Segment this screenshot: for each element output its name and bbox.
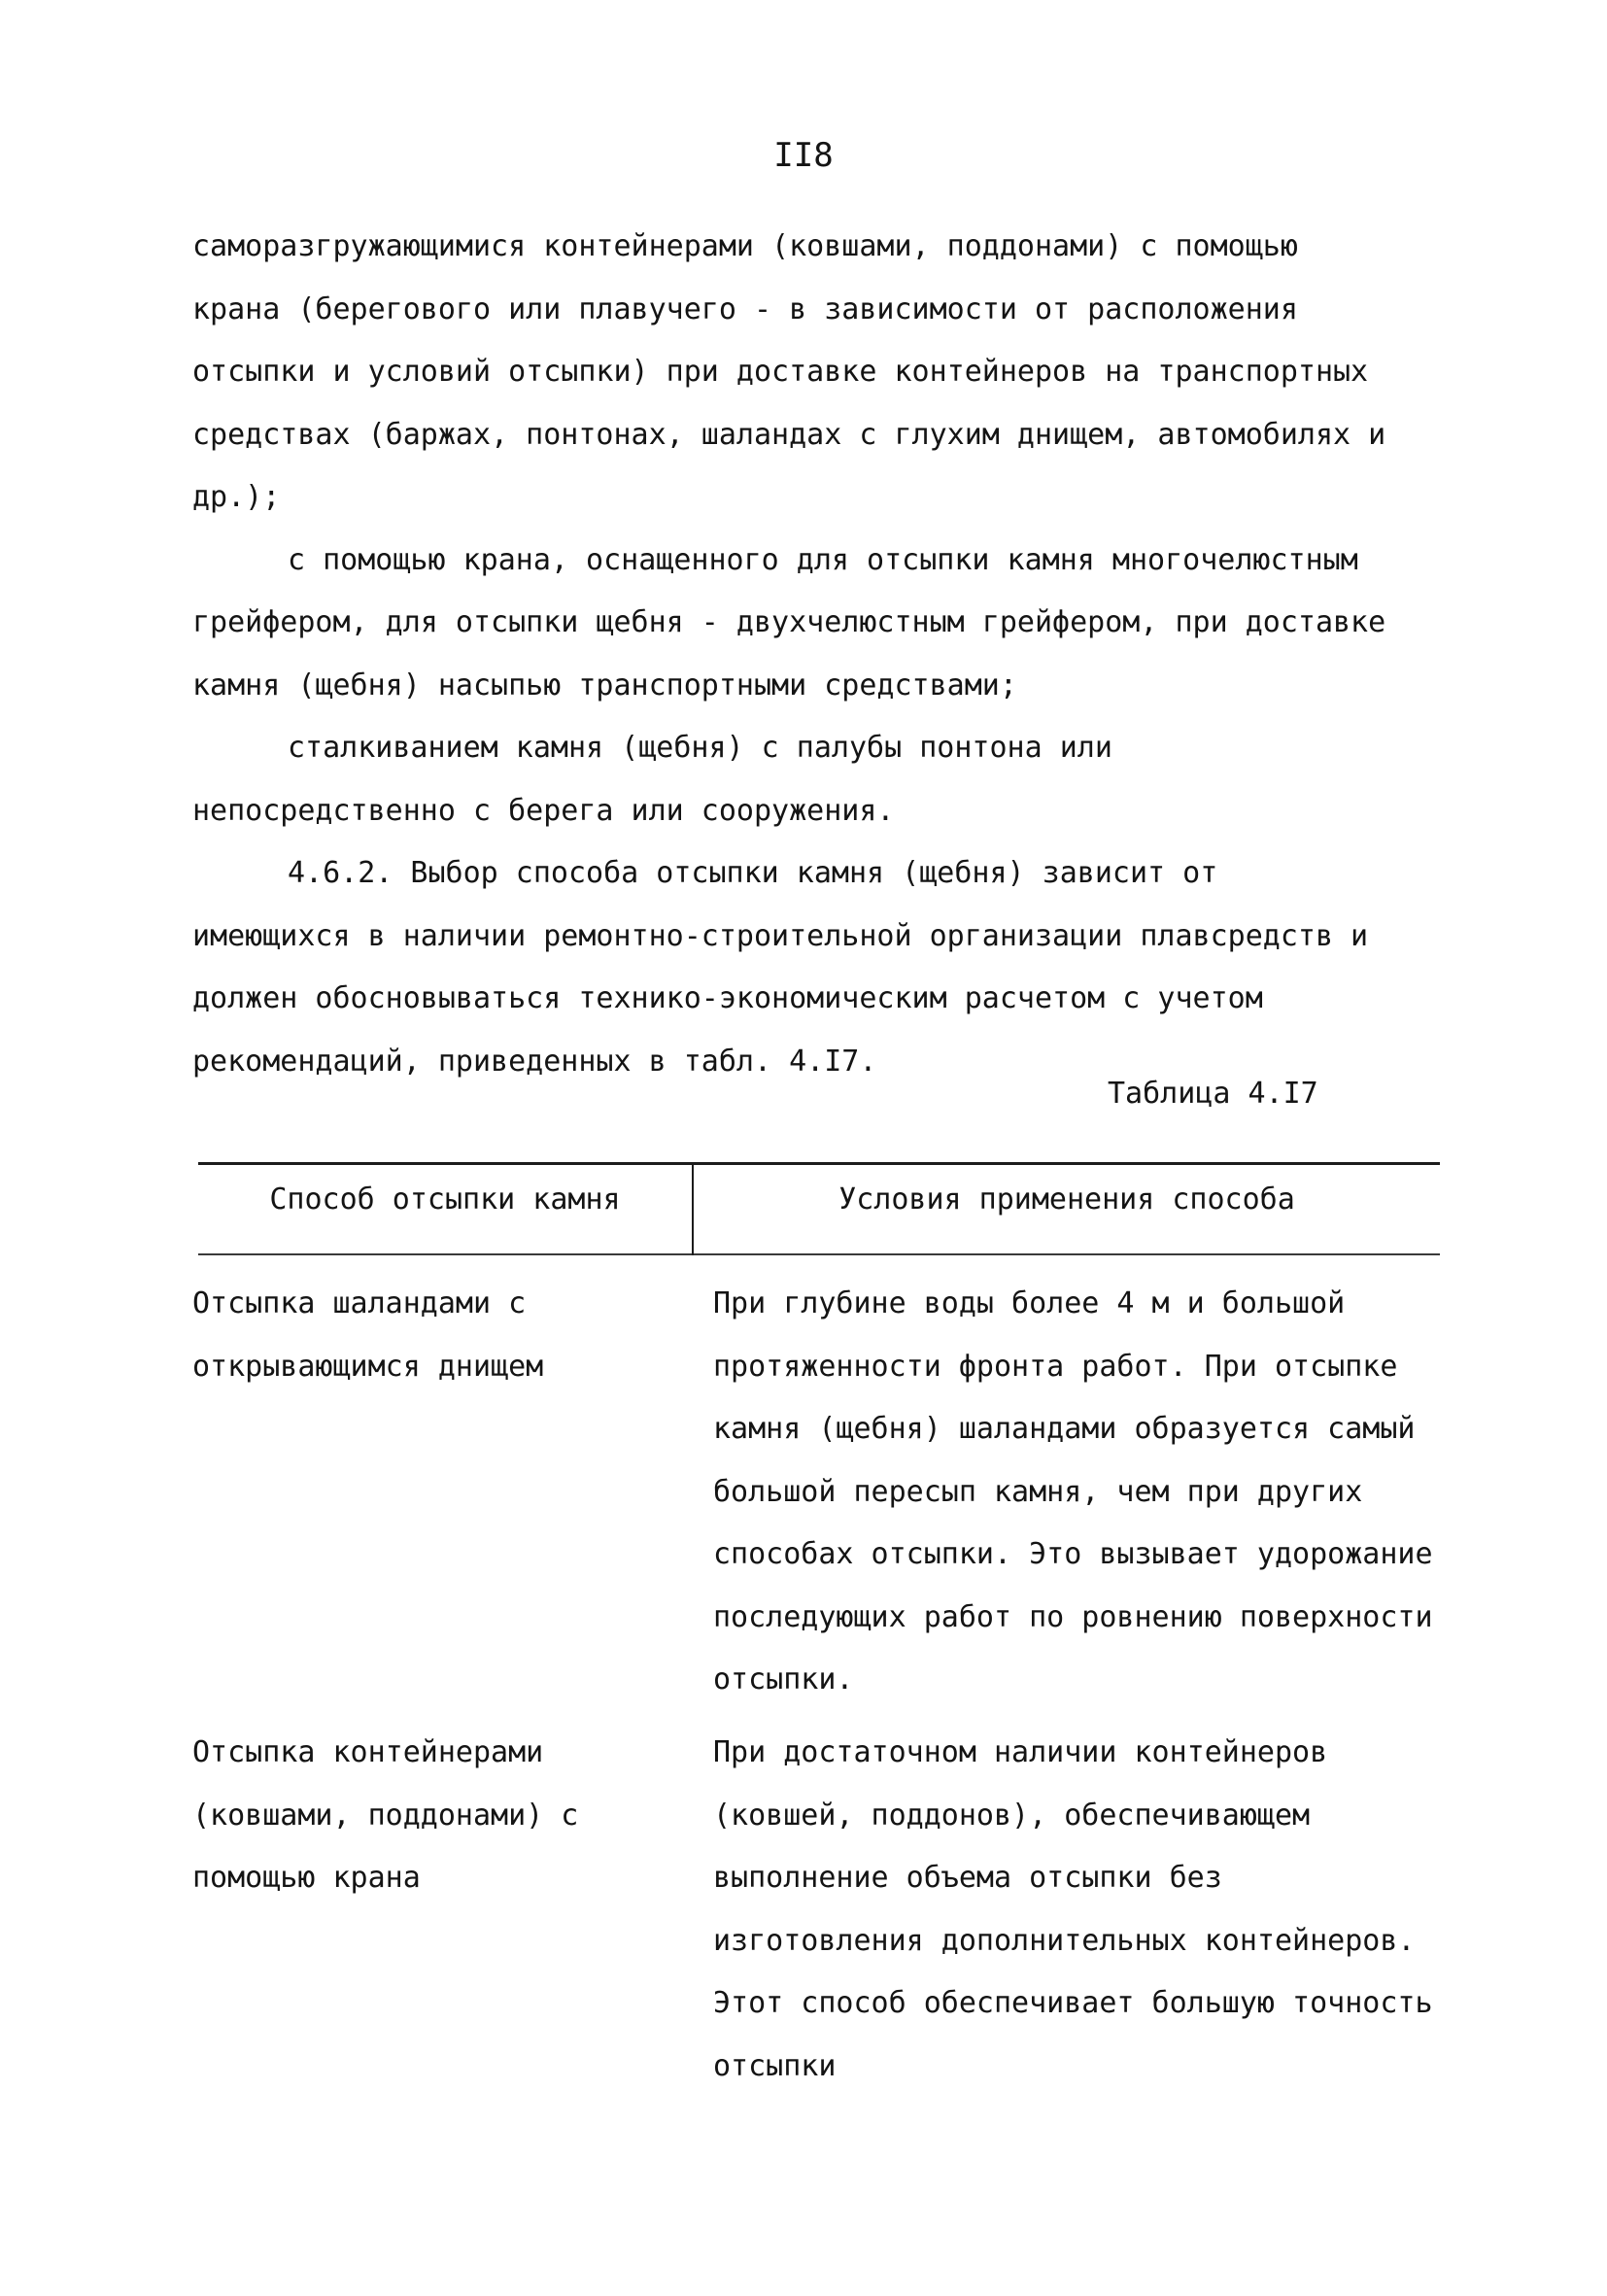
column-header-method: Способ отсыпки камня (269, 1182, 621, 1217)
paragraph-crane: с помощью крана, оснащенного для отсыпки камня многочелюстным грейфером, для отсыпки щебня - двухчелюстным грейфером, при доставке камня (щебня) насыпью транспортными средствами; (192, 542, 1386, 703)
paragraph-containers: саморазгружающимися контейнерами (ковшами, поддонами) с помощью крана (берегового или плавучего - в зависимости от расположения отсыпки и условий отсыпки) при доставке контейнеров на транспортных средствах (баржах, понтонах, шаландах с глухим днищем, автомобилях и др.); (192, 229, 1386, 514)
table-caption: Таблица 4.I7 (1108, 1077, 1318, 1111)
table-cell-conditions-2: При достаточном наличии контейнеров (ковшей, поддонов), обеспечивающем выполнение объема отсыпки без изготовления дополнительных контейнеров. Этот способ обеспечивает большую точность отсыпки (713, 1735, 1433, 2083)
column-header-conditions: Условия применения способа (838, 1182, 1295, 1217)
table-cell-method-2: Отсыпка контейнерами (ковшами, поддонами) с помощью крана (192, 1735, 579, 1895)
paragraph-pushing: сталкиванием камня (щебня) с палубы понтона или непосредственно с берега или сооружения. (192, 731, 1112, 828)
table-cell-conditions-1: При глубине воды более 4 м и большой протяженности фронта работ. При отсыпке камня (щебня) шаландами образуется самый большой пересып камня, чем при других способах отсыпки. Это вызывает удорожание последующих работ по ровнению поверхности отсыпки. (713, 1286, 1433, 1696)
table-cell-method-1: Отсыпка шаландами с открывающимся днищем (192, 1286, 544, 1384)
table-top-rule (198, 1162, 1440, 1165)
body-text (192, 216, 1387, 1093)
paragraph-4-6-2: 4.6.2. Выбор способа отсыпки камня (щебня) зависит от имеющихся в наличии ремонтно-строительной организации плавсредств и должен обосновываться технико-экономическим расчетом с учетом рекомендаций, приведенных в табл. 4.I7. (192, 856, 1369, 1079)
page-number: II8 (773, 136, 834, 175)
table-header-rule (198, 1253, 1440, 1255)
